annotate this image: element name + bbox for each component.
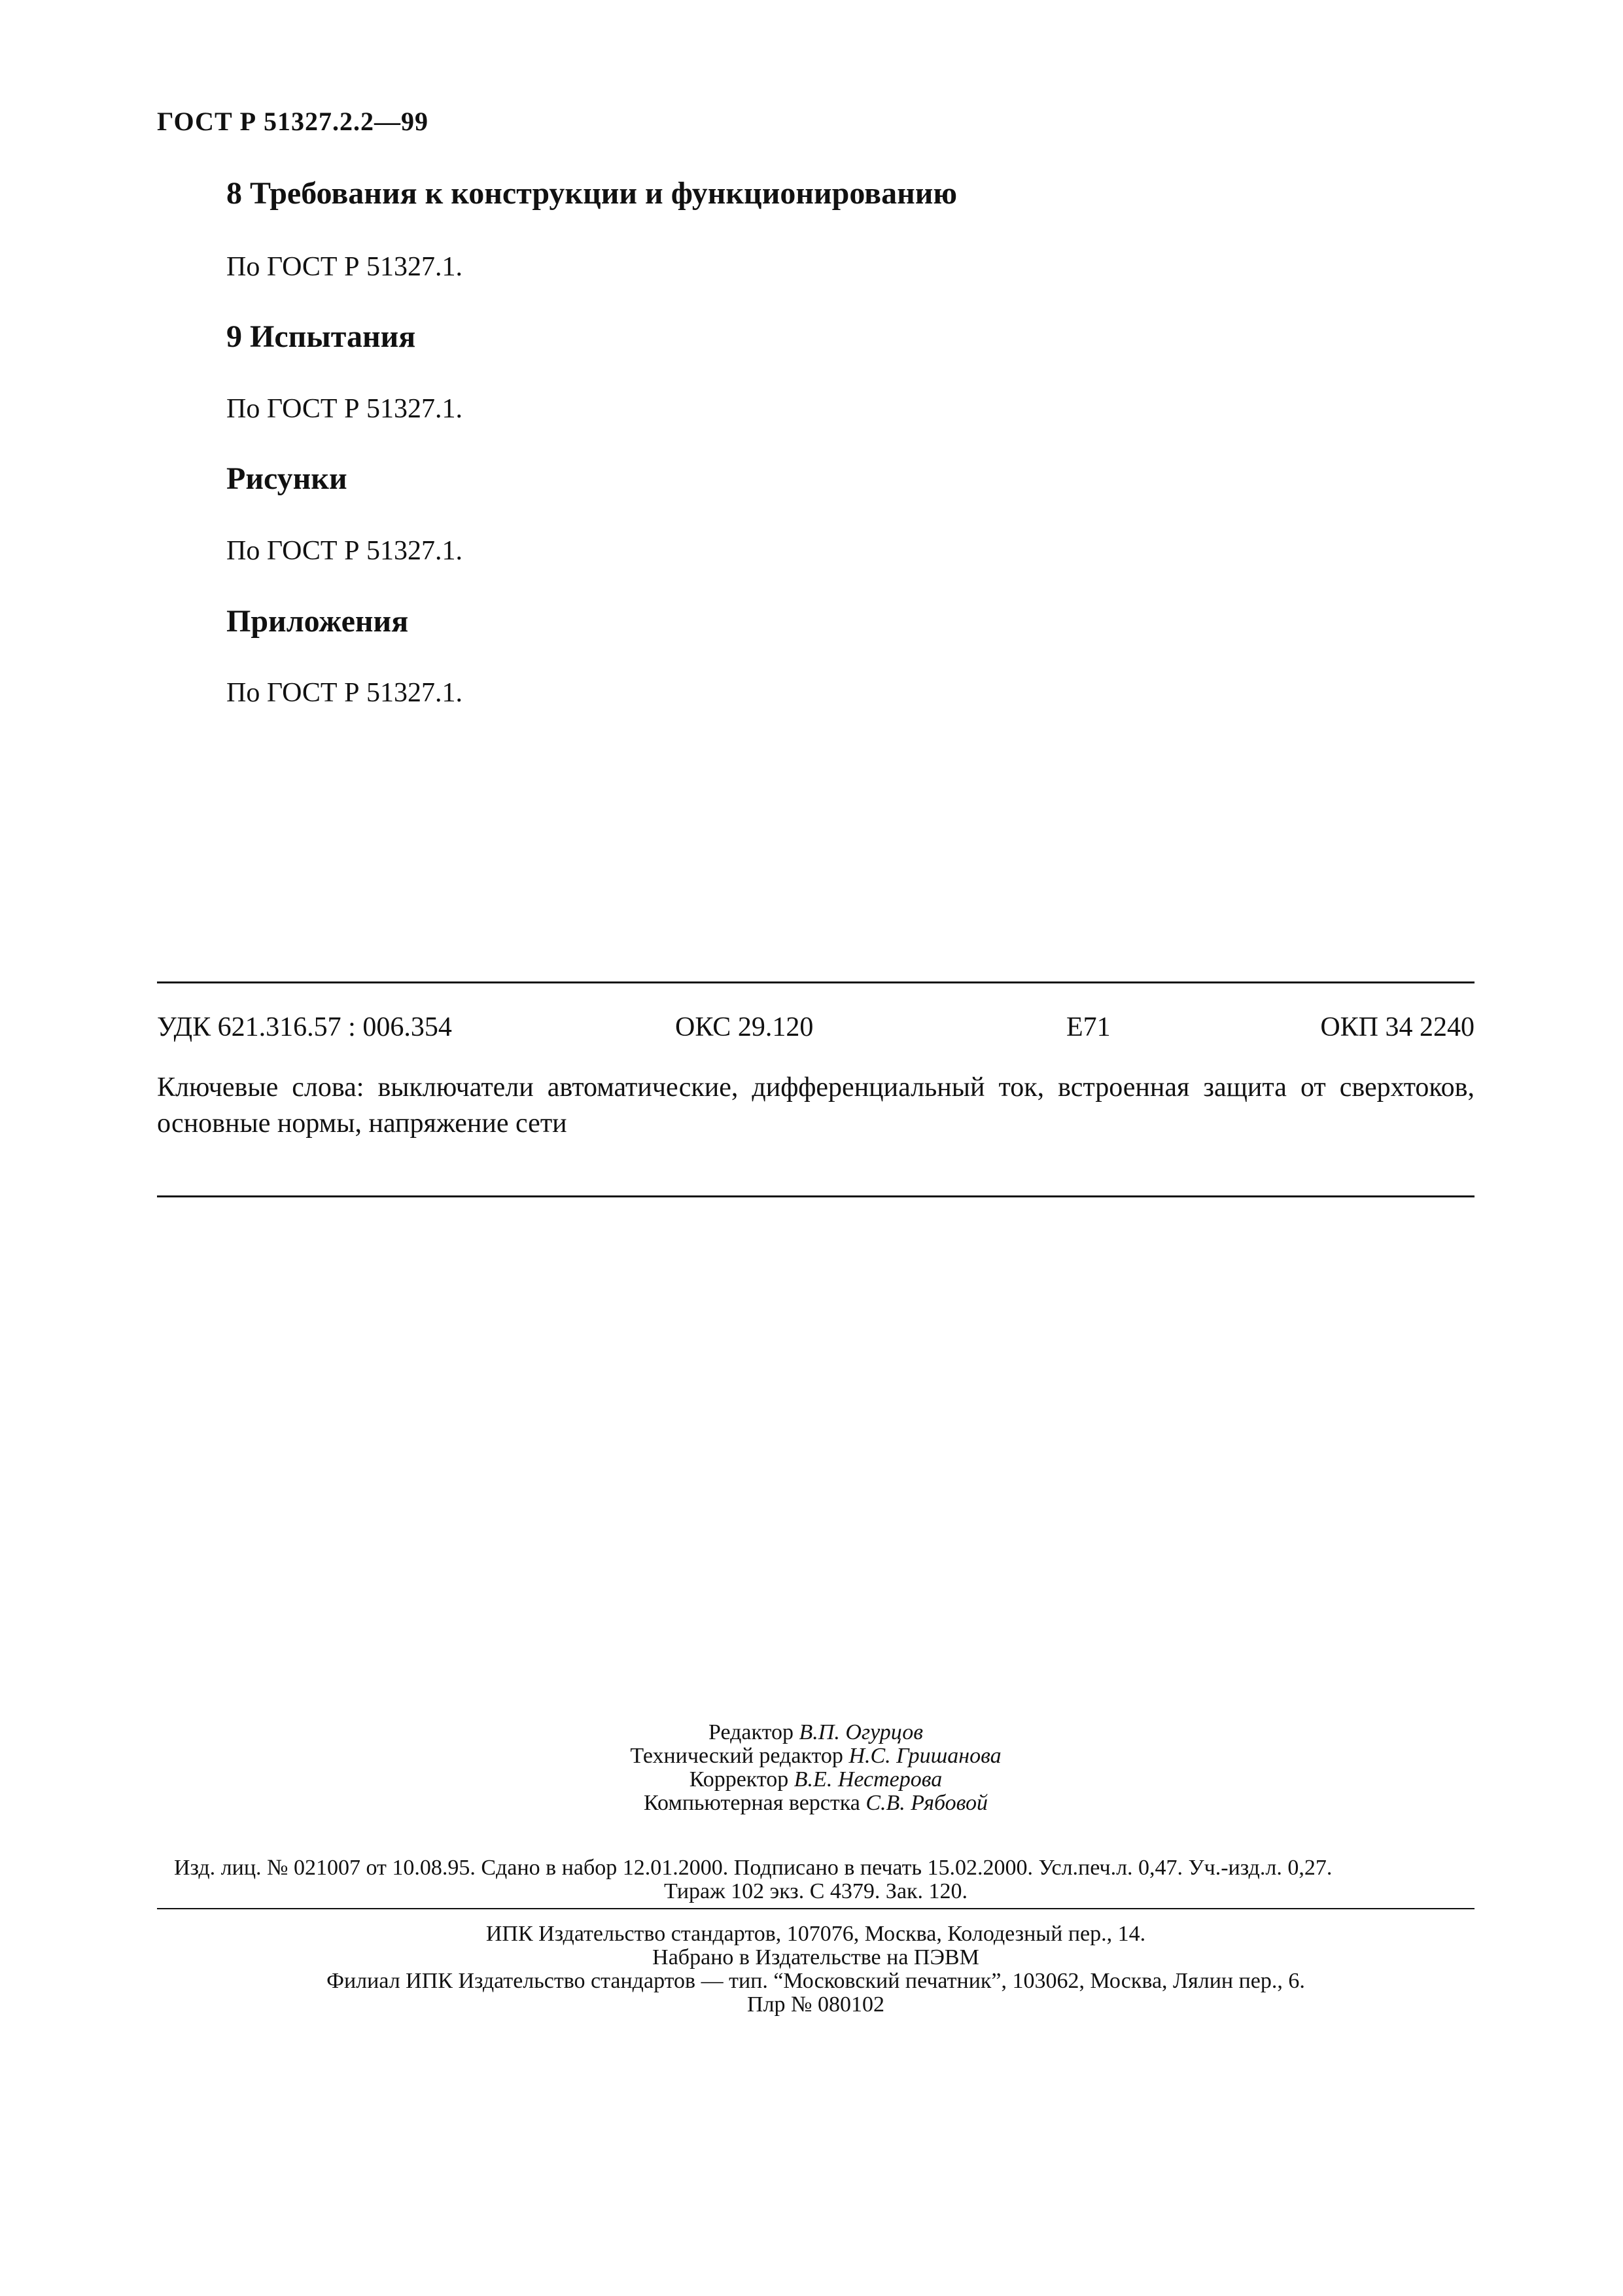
section-heading-figures: Рисунки <box>226 461 347 496</box>
credit-role: Компьютерная верстка <box>643 1791 860 1815</box>
publisher-line: ИПК Издательство стандартов, 107076, Москва, Колодезный пер., 14. <box>485 1922 1146 1946</box>
okp-code: ОКП 34 2240 <box>1320 1012 1475 1042</box>
publisher-line: Набрано в Издательстве на ПЭВМ <box>652 1945 979 1969</box>
divider-bottom <box>157 1195 1475 1197</box>
udk-code: УДК 621.316.57 : 006.354 <box>157 1012 452 1042</box>
imprint-print-run: Тираж 102 экз. С 4379. Зак. 120. <box>663 1879 968 1903</box>
credit-proofreader <box>157 1768 1475 1792</box>
credits-block <box>157 1721 1475 1815</box>
divider-imprint <box>157 1908 1475 1909</box>
document-code: ГОСТ Р 51327.2.2—99 <box>157 107 429 136</box>
section-heading-tests: 9 Испытания <box>226 319 416 354</box>
divider-top <box>157 981 1475 983</box>
section-text-appendices: По ГОСТ Р 51327.1. <box>226 678 462 708</box>
credit-tech-editor <box>157 1744 1475 1768</box>
section-heading-appendices: Приложения <box>226 604 409 639</box>
section-text-construction: По ГОСТ Р 51327.1. <box>226 252 462 282</box>
group-code: Е71 <box>1066 1012 1111 1042</box>
credit-name: Н.С. Гришанова <box>848 1744 1002 1768</box>
section-text-tests: По ГОСТ Р 51327.1. <box>226 394 462 424</box>
publisher-line: Филиал ИПК Издательство стандартов — тип. “Московский печатник”, 103062, Москва, Лялин пер., 6. <box>326 1969 1305 1993</box>
credit-editor <box>157 1721 1475 1744</box>
keywords: Ключевые слова: выключатели автоматические, дифференциальный ток, встроенная защита от сверхтоков, основные нормы, напряжение сети <box>157 1072 1475 1139</box>
credit-role: Редактор <box>708 1720 794 1744</box>
credit-name: С.В. Рябовой <box>865 1791 988 1815</box>
credit-name: В.Е. Нестерова <box>794 1767 943 1792</box>
section-text-figures: По ГОСТ Р 51327.1. <box>226 536 462 566</box>
imprint-details: Изд. лиц. № 021007 от 10.08.95. Сдано в набор 12.01.2000. Подписано в печать 15.02.2000. Усл.печ.л. 0,47. Уч.-изд.л. 0,27. <box>174 1856 1333 1880</box>
publisher-block <box>157 1922 1475 2017</box>
section-heading-construction: 8 Требования к конструкции и функционированию <box>226 176 958 211</box>
oks-code: ОКС 29.120 <box>675 1012 814 1042</box>
credit-name: В.П. Огурцов <box>799 1720 923 1744</box>
credit-role: Корректор <box>689 1767 789 1792</box>
credit-role: Технический редактор <box>630 1744 843 1768</box>
credit-layout <box>157 1792 1475 1815</box>
publisher-line: Плр № 080102 <box>747 1992 884 2017</box>
